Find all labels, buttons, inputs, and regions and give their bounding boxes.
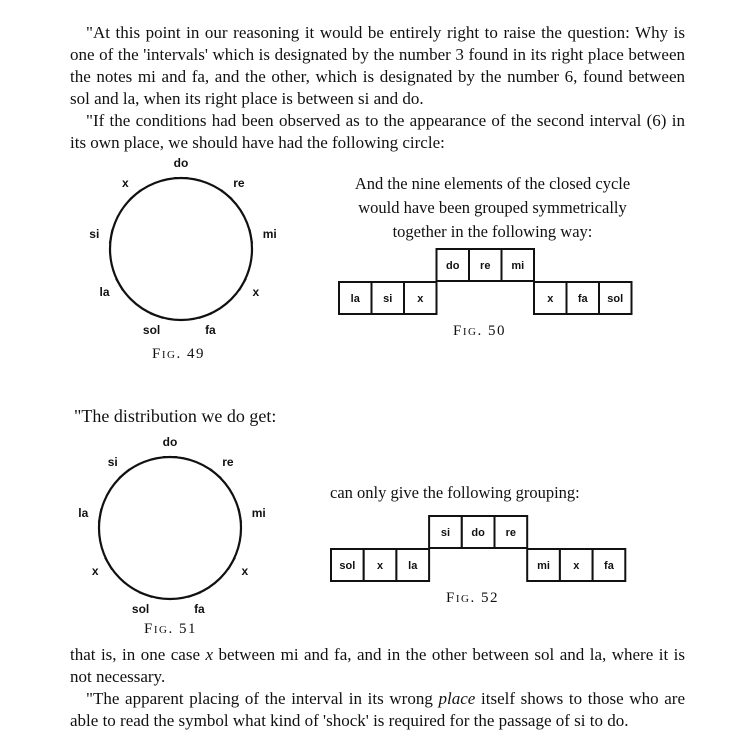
- fig49-circle-diagram: [89, 156, 276, 337]
- fig51-note-si: si: [107, 455, 118, 470]
- fig49-note-sol: sol: [142, 322, 161, 337]
- fig51-tick-1: [210, 469, 221, 478]
- fig52-label: Fig. 52: [446, 590, 499, 606]
- fig50-grouping-diagram: [339, 249, 632, 314]
- fig51-label: Fig. 51: [144, 621, 197, 637]
- paragraph-conclusion: that is, in one case x between mi and fa, and in the other between sol and la, where it is not necessary.: [70, 645, 685, 686]
- fig51-note-x: x: [241, 564, 249, 578]
- paragraph-distribution: "The distribution we do get:: [74, 406, 277, 426]
- fig51-note-mi: mi: [251, 506, 266, 521]
- fig49-note-si: si: [89, 227, 100, 242]
- fig52-left-label-1: x: [376, 560, 384, 572]
- fig52-top-label-1: do: [471, 527, 485, 539]
- fig50-right-label-0: x: [547, 293, 554, 305]
- fig52-grouping-diagram: [331, 516, 625, 581]
- fig51-tick-4: [188, 592, 201, 597]
- fig50-right-label-1: fa: [577, 293, 588, 305]
- fig51-note-do: do: [162, 435, 178, 449]
- fig52-left-label-0: sol: [339, 560, 356, 572]
- fig50-top-label-2: mi: [511, 260, 525, 272]
- fig50-left-label-0: la: [350, 293, 360, 305]
- fig51-note-re: re: [222, 455, 234, 470]
- fig50-left-label-1: si: [383, 293, 393, 305]
- fig52-top-label-0: si: [440, 527, 451, 539]
- fig51-circle-diagram: [78, 435, 265, 616]
- italic-place: place: [438, 689, 476, 708]
- fig49-note-x: x: [252, 285, 260, 299]
- fig50-caption: And the nine elements of the closed cycle would have been grouped symmetrically together in the following way:: [354, 174, 631, 241]
- fig50-left-label-2: x: [417, 293, 424, 305]
- fig49-note-re: re: [233, 176, 245, 191]
- fig49-tick-8: [130, 190, 141, 199]
- fig51-note-x: x: [91, 564, 99, 578]
- fig49-tick-7: [110, 230, 112, 244]
- fig50-top-label-0: do: [446, 260, 460, 272]
- fig51-tick-8: [119, 469, 130, 478]
- fig51-note-fa: fa: [194, 601, 205, 616]
- fig51-tick-6: [105, 557, 112, 569]
- fig50-top-label-1: re: [480, 260, 491, 272]
- fig49-tick-4: [199, 313, 212, 318]
- paragraph-second-interval: "If the conditions had been observed as to the appearance of the second interval (6) in its own place, we should have had the following circle:: [70, 111, 685, 152]
- fig49-note-do: do: [173, 156, 189, 170]
- fig49-note-fa: fa: [205, 322, 216, 337]
- paragraph-intervals-question: "At this point in our reasoning it would be entirely right to raise the question: Why is one of the 'intervals' which is designated by the number 3 found in its right place between the notes mi and fa, and the other, which is designated by the number 6, found between sol and la, when its right place is between si and do.: [70, 23, 685, 108]
- fig49-note-la: la: [99, 285, 110, 299]
- fig49-label: Fig. 49: [152, 346, 205, 362]
- fig51-tick-3: [228, 557, 235, 569]
- fig49-tick-6: [116, 278, 123, 290]
- fig52-left-label-2: la: [408, 560, 418, 572]
- fig51-note-sol: sol: [131, 601, 150, 616]
- fig52-top-label-2: re: [505, 527, 517, 539]
- fig52-right-label-2: fa: [604, 560, 614, 572]
- fig49-note-mi: mi: [262, 227, 277, 242]
- fig51-note-la: la: [78, 506, 89, 521]
- fig49-tick-3: [239, 278, 246, 290]
- fig51-tick-2: [239, 509, 241, 523]
- fig51-tick-7: [99, 509, 101, 523]
- fig51-tick-5: [139, 592, 152, 597]
- fig49-tick-1: [221, 190, 232, 199]
- italic-x: x: [205, 645, 214, 664]
- fig52-right-label-1: x: [573, 560, 580, 572]
- paragraph-shock: "The apparent placing of the interval in its wrong place itself shows to those who are able to read the symbol what kind of 'shock' is required for the passage of si to do.: [70, 689, 685, 730]
- fig52-right-label-0: mi: [537, 560, 550, 572]
- fig52-caption: can only give the following grouping:: [330, 483, 580, 502]
- fig49-tick-2: [250, 230, 252, 244]
- fig49-tick-5: [150, 313, 163, 318]
- fig50-label: Fig. 50: [453, 323, 506, 339]
- fig50-right-label-2: sol: [607, 293, 624, 305]
- fig49-note-x: x: [122, 176, 129, 191]
